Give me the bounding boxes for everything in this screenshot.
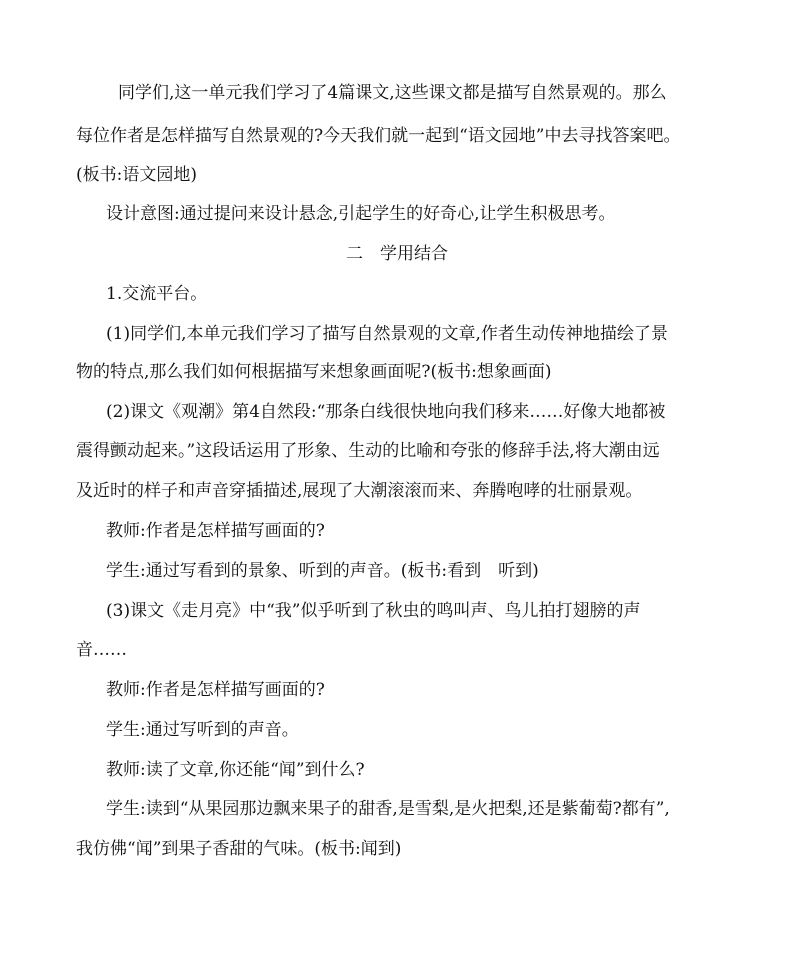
point-3-line-1: (3)课文《走月亮》中“我”似乎听到了秋虫的鸣叫声、鸟儿拍打翅膀的声 bbox=[106, 601, 641, 621]
student-answer-3-line-1: 学生:读到“从果园那边飘来果子的甜香,是雪梨,是火把梨,还是紫葡萄?都有”, bbox=[106, 799, 670, 819]
point-2-line-3: 及近时的样子和声音穿插描述,展现了大潮滚滚而来、奔腾咆哮的壮丽景观。 bbox=[76, 481, 643, 501]
teacher-question-1: 教师:作者是怎样描写画面的? bbox=[106, 521, 325, 541]
student-answer-2: 学生:通过写听到的声音。 bbox=[106, 720, 299, 740]
teacher-question-2: 教师:作者是怎样描写画面的? bbox=[106, 680, 325, 700]
student-answer-3-line-2: 我仿佛“闻”到果子香甜的气味。(板书:闻到) bbox=[76, 839, 402, 859]
board-note-chinese-garden: (板书:语文园地) bbox=[76, 165, 197, 185]
design-intent: 设计意图:通过提问来设计悬念,引起学生的好奇心,让学生积极思考。 bbox=[106, 204, 616, 224]
point-2-line-1: (2)课文《观潮》第4自然段:“那条白线很快地向我们移来……好像大地都被 bbox=[106, 402, 666, 422]
student-answer-1: 学生:通过写看到的景象、听到的声音。(板书:看到 听到) bbox=[106, 561, 539, 581]
section-heading: 二 学用结合 bbox=[346, 244, 448, 264]
point-1-line-2: 物的特点,那么我们如何根据描写来想象画面呢?(板书:想象画面) bbox=[76, 362, 552, 382]
item-exchange-platform: 1.交流平台。 bbox=[106, 284, 208, 304]
point-3-line-2: 音…… bbox=[76, 640, 127, 660]
paragraph-intro-line-2: 每位作者是怎样描写自然景观的?今天我们就一起到“语文园地”中去寻找答案吧。 bbox=[76, 126, 681, 146]
teacher-question-3: 教师:读了文章,你还能“闻”到什么? bbox=[106, 760, 365, 780]
paragraph-intro-line-1: 同学们,这一单元我们学习了4篇课文,这些课文都是描写自然景观的。那么 bbox=[118, 83, 667, 103]
point-1-line-1: (1)同学们,本单元我们学习了描写自然景观的文章,作者生动传神地描绘了景 bbox=[106, 324, 668, 344]
point-2-line-2: 震得颤动起来。”这段话运用了形象、生动的比喻和夸张的修辞手法,将大潮由远 bbox=[76, 441, 660, 461]
